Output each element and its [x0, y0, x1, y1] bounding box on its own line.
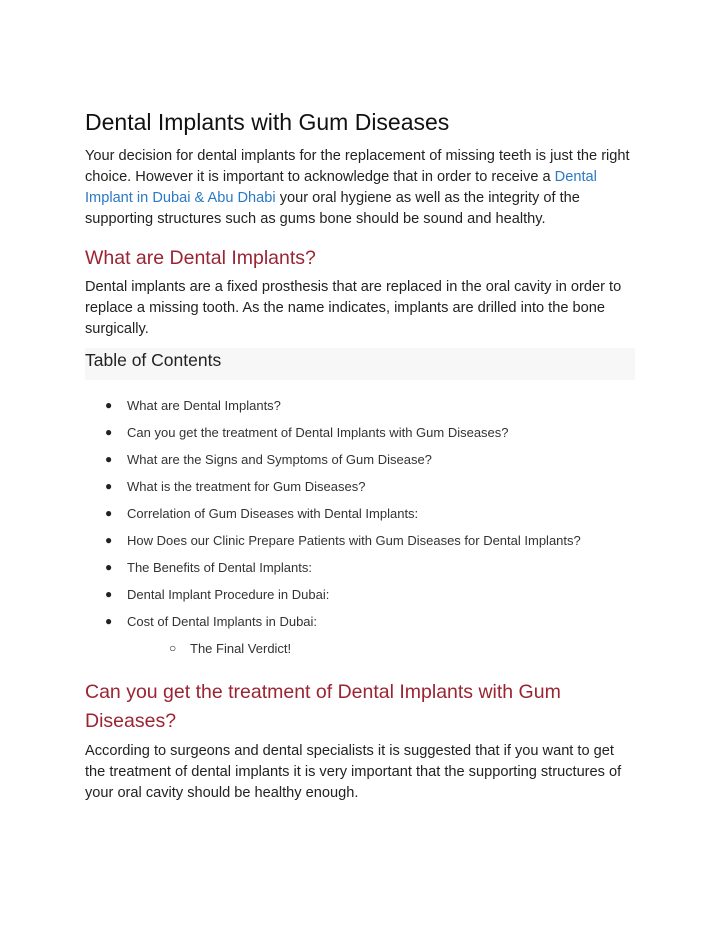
bullet-icon: ● [105, 398, 113, 412]
toc-item-label: Cost of Dental Implants in Dubai: [127, 614, 318, 629]
toc-item-label: Dental Implant Procedure in Dubai: [127, 587, 330, 602]
toc-item-label: How Does our Clinic Prepare Patients with Gum Diseases for Dental Implants? [127, 533, 581, 548]
bullet-icon: ● [105, 587, 113, 601]
document-content [85, 108, 637, 804]
toc-sub-item-label: The Final Verdict! [190, 641, 292, 656]
toc-item-label: What is the treatment for Gum Diseases? [127, 479, 366, 494]
toc-item[interactable] [85, 500, 637, 527]
toc-item[interactable] [85, 473, 637, 500]
intro-text-after: your oral hygiene as well as the integrity of the supporting structures such as gums bone should be sound and healthy. [85, 190, 580, 227]
toc-sub-item[interactable] [85, 635, 637, 662]
toc-item[interactable] [85, 581, 637, 608]
toc-item[interactable] [85, 554, 637, 581]
bullet-icon: ● [105, 560, 113, 574]
bullet-icon: ● [105, 506, 113, 520]
toc-item-label: Can you get the treatment of Dental Implants with Gum Diseases? [127, 425, 509, 440]
section-body-treatment-with-gum-diseases: According to surgeons and dental specialists it is suggested that if you want to get the treatment of dental implants it is very important that the supporting structures of your oral cavity should be healthy enough. [85, 743, 622, 801]
table-of-contents-list [85, 392, 637, 662]
toc-item-label: What are the Signs and Symptoms of Gum Disease? [127, 452, 432, 467]
toc-item-label: What are Dental Implants? [127, 398, 281, 413]
toc-item[interactable] [85, 527, 637, 554]
intro-paragraph [85, 146, 637, 230]
bullet-icon: ● [105, 452, 113, 466]
toc-item[interactable] [85, 446, 637, 473]
toc-title: Table of Contents [85, 350, 222, 370]
bullet-icon: ● [105, 533, 113, 547]
table-of-contents-header [85, 348, 635, 380]
bullet-icon: ● [105, 425, 113, 439]
page-title: Dental Implants with Gum Diseases [85, 109, 450, 135]
section-heading-what-are-implants: What are Dental Implants? [85, 247, 316, 269]
bullet-icon: ● [105, 479, 113, 493]
toc-item-label: The Benefits of Dental Implants: [127, 560, 312, 575]
toc-item[interactable] [85, 392, 637, 419]
intro-text-before: Your decision for dental implants for the replacement of missing teeth is just the right choice. However it is important to acknowledge that in order to receive a [85, 148, 630, 185]
section-heading-treatment-with-gum-diseases: Can you get the treatment of Dental Implants with Gum Diseases? [85, 681, 561, 732]
section-body-what-are-implants: Dental implants are a fixed prosthesis that are replaced in the oral cavity in order to replace a missing tooth. As the name indicates, implants are drilled into the bone surgically. [85, 279, 622, 337]
toc-item-label: Correlation of Gum Diseases with Dental Implants: [127, 506, 419, 521]
bullet-icon: ● [105, 614, 113, 628]
dental-implant-dubai-link[interactable]: Dental Implant in Dubai & Abu Dhabi [85, 169, 597, 206]
sub-bullet-icon: ○ [169, 641, 177, 655]
toc-item[interactable] [85, 608, 637, 635]
toc-item[interactable] [85, 419, 637, 446]
